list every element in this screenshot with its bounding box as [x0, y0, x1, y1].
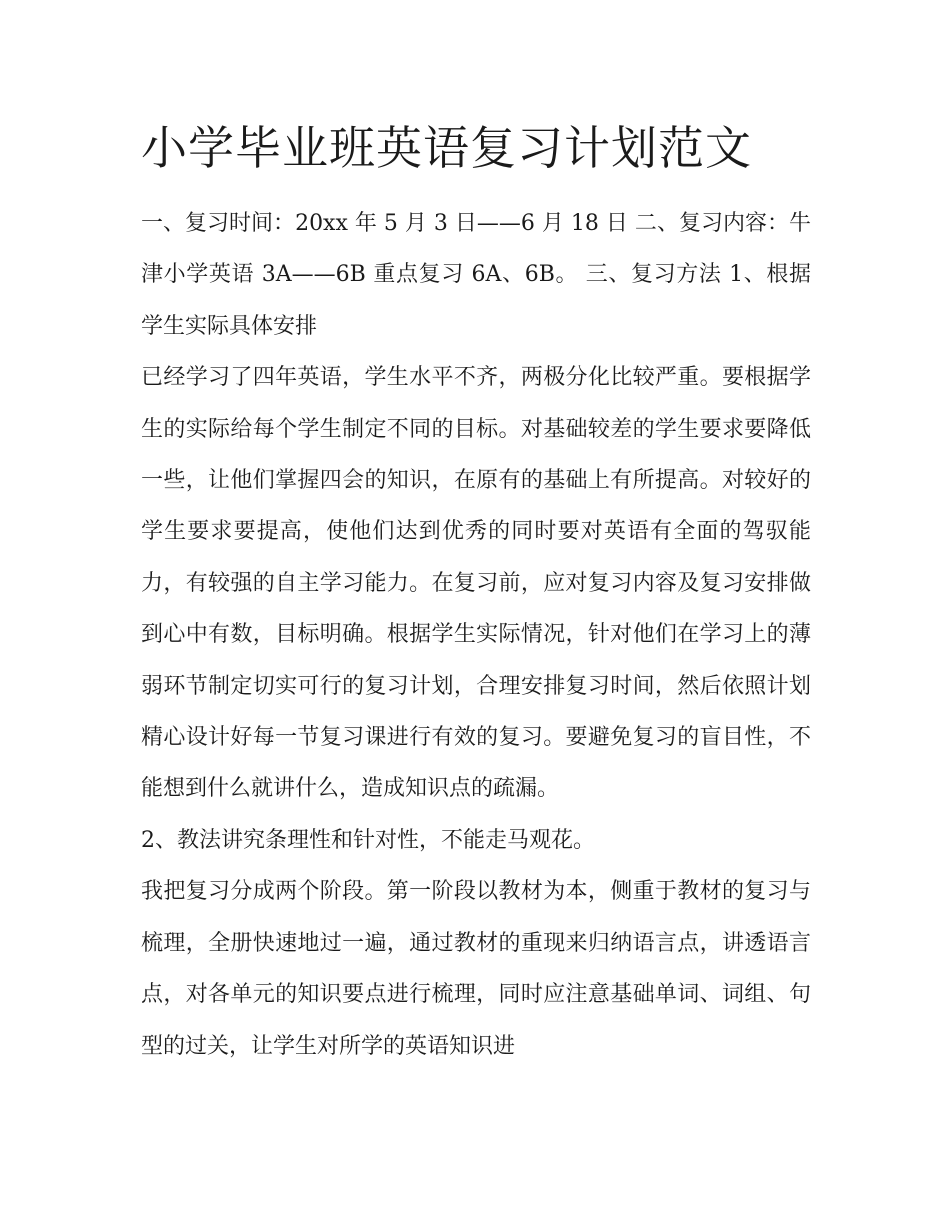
paragraph-review-schedule: 一、复习时间：20xx 年 5 月 3 日——6 月 18 日 二、复习内容：牛津小学英语 3A——6B 重点复习 6A、6B。 三、复习方法 1、根据学生实际具体安排 [141, 211, 811, 339]
paragraph-review-stages: 我把复习分成两个阶段。第一阶段以教材为本，侧重于教材的复习与梳理，全册快速地过一遍，通过教材的重现来归纳语言点，讲透语言点，对各单元的知识要点进行梳理，同时应注意基础单词、词组、句型的过关，让学生对所学的英语知识进 [141, 879, 811, 1059]
paragraph-student-arrangement: 已经学习了四年英语，学生水平不齐，两极分化比较严重。要根据学生的实际给每个学生制定不同的目标。对基础较差的学生要求要降低一些，让他们掌握四会的知识，在原有的基础上有所提高。对较好的学生要求要提高，使他们达到优秀的同时要对英语有全面的驾驭能力，有较强的自主学习能力。在复习前，应对复习内容及复习安排做到心中有数，目标明确。根据学生实际情况，针对他们在学习上的薄弱环节制定切实可行的复习计划，合理安排复习时间，然后依照计划精心设计好每一节复习课进行有效的复习。要避免复习的盲目性，不能想到什么就讲什么，造成知识点的疏漏。 [141, 365, 811, 802]
document-title: 小学毕业班英语复习计划范文 [141, 121, 752, 175]
document-body [141, 116, 811, 1072]
paragraph-teaching-method-heading: 2、教法讲究条理性和针对性，不能走马观花。 [141, 827, 595, 853]
